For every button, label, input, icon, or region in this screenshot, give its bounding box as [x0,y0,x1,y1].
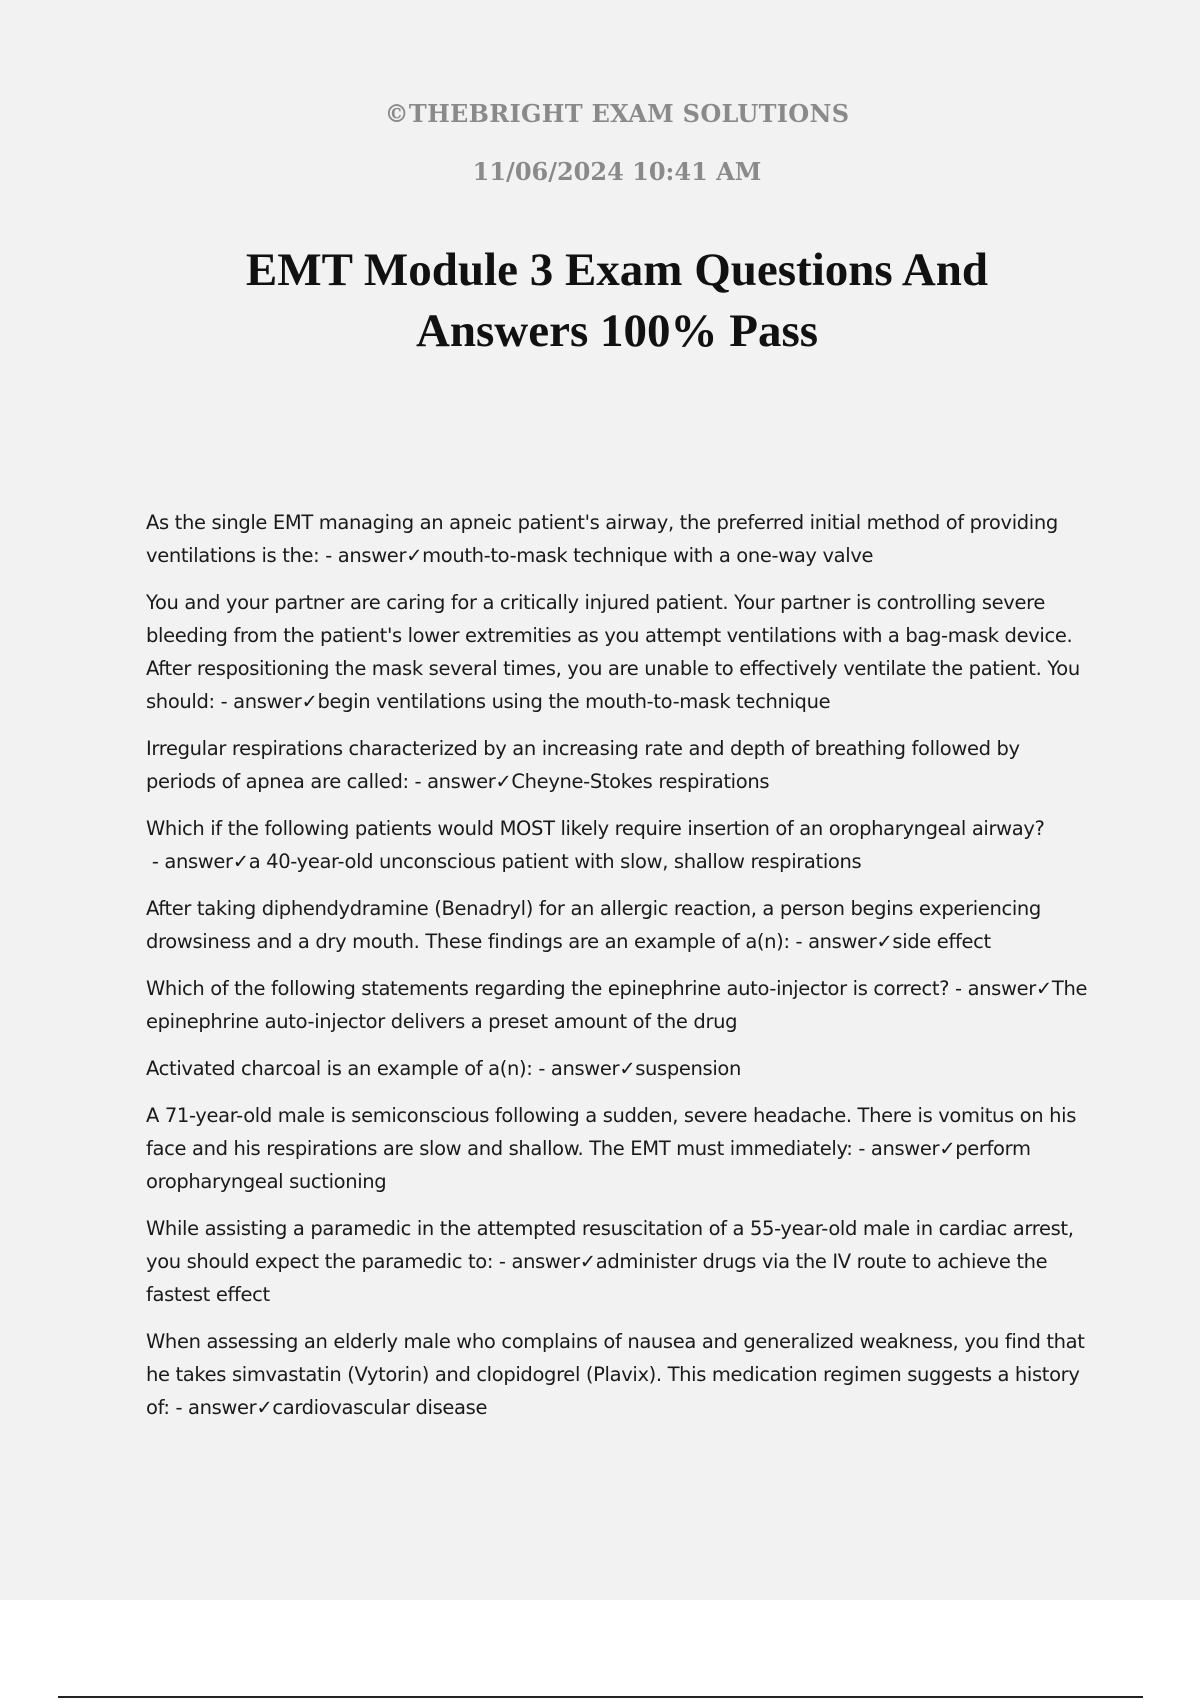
answer-text: perform oropharyngeal suctioning [146,1137,1031,1193]
qa-item [146,586,1092,718]
question-text: Activated charcoal is an example of a(n): [146,1057,533,1080]
answer-text: The epinephrine auto-injector delivers a preset amount of the drug [146,977,1088,1033]
qa-item [146,1212,1092,1311]
answer-separator: - [532,1057,551,1080]
qa-item [146,1325,1092,1424]
answer-text: cardiovascular disease [272,1396,488,1419]
qa-list [146,506,1092,1438]
answer-marker: answer✓ [164,850,249,873]
answer-separator: - [949,977,968,1000]
answer-text: begin ventilations using the mouth-to-mask technique [317,690,831,713]
question-text: Which if the following patients would MOST likely require insertion of an oropharyngeal airway? [146,817,1045,840]
question-text: Which of the following statements regarding the epinephrine auto-injector is correct? [146,977,950,1000]
answer-marker: answer✓ [967,977,1052,1000]
qa-item [146,892,1092,958]
question-text: After taking diphendydramine (Benadryl) for an allergic reaction, a person begins experiencing drowsiness and a dry mouth. These findings are an example of a(n): [146,897,1041,953]
question-text: While assisting a paramedic in the attempted resuscitation of a 55-year-old male in cardiac arrest, you should expect the paramedic to: [146,1217,1074,1273]
answer-text: a 40-year-old unconscious patient with slow, shallow respirations [248,850,862,873]
question-text: When assessing an elderly male who complains of nausea and generalized weakness, you find that he takes simvastatin (Vytorin) and clopidogrel (Plavix). This medication regimen suggests a history of: [146,1330,1085,1419]
answer-separator: - [169,1396,189,1419]
question-text: A 71-year-old male is semiconscious following a sudden, severe headache. There is vomitus on his face and his respirations are slow and shallow. The EMT must immediately: [146,1104,1077,1160]
answer-text: mouth-to-mask technique with a one-way valve [422,544,874,567]
answer-text: side effect [892,930,991,953]
answer-text: administer drugs via the IV route to achieve the fastest effect [146,1250,1048,1306]
question-text: As the single EMT managing an apneic patient's airway, the preferred initial method of providing ventilations is the: [146,511,1058,567]
answer-separator: - [319,544,338,567]
answer-marker: answer✓ [233,690,318,713]
footer-divider [58,1696,1143,1698]
answer-marker: answer✓ [550,1057,636,1080]
answer-separator: - [408,770,428,793]
company-name: ©THEBRIGHT EXAM SOLUTIONS [384,99,850,128]
qa-item [146,1099,1092,1198]
answer-text: Cheyne-Stokes respirations [511,770,770,793]
answer-marker: answer✓ [808,930,893,953]
document-timestamp: 11/06/2024 10:41 AM [472,157,762,186]
answer-separator: - [852,1137,871,1160]
answer-text: suspension [635,1057,741,1080]
answer-separator: - [214,690,234,713]
answer-marker: answer✓ [188,1396,273,1419]
answer-marker: answer✓ [870,1137,956,1160]
question-text: Irregular respirations characterized by an increasing rate and depth of breathing followed by periods of apnea are called: [146,737,1020,793]
qa-item [146,812,1092,878]
document-title: EMT Module 3 Exam Questions And Answers 100% Pass [245,244,989,357]
qa-item [146,1052,1092,1085]
answer-separator: - [789,930,809,953]
answer-marker: answer✓ [427,770,512,793]
qa-item [146,732,1092,798]
answer-marker: answer✓ [337,544,423,567]
question-text: You and your partner are caring for a critically injured patient. Your partner is controlling severe bleeding from the patient's lower extremities as you attempt ventilations with a bag-mask device. After respositioning the mask several times, you are unable to effectively ventilate the patient. You should: [146,591,1080,713]
document-header [0,96,1200,190]
answer-separator: - [146,850,165,873]
qa-item [146,972,1092,1038]
qa-item [146,506,1092,572]
answer-marker: answer✓ [511,1250,596,1273]
answer-separator: - [493,1250,512,1273]
